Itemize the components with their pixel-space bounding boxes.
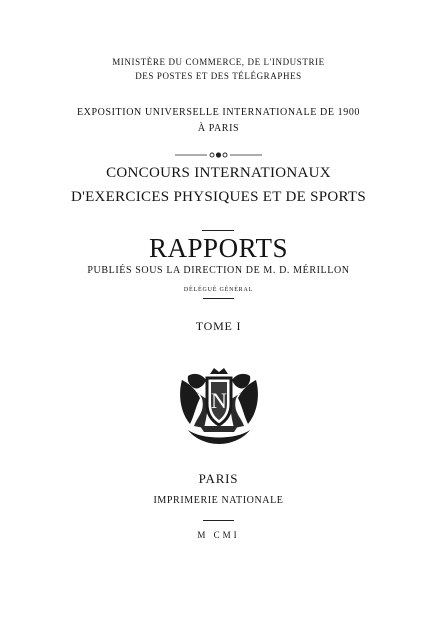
ministry-line-2: DES POSTES ET DES TÉLÉGRAPHES [135,71,302,81]
direction-line: PUBLIÉS SOUS LA DIRECTION DE M. D. MÉRILLON [87,265,350,276]
role-line: DÉLÉGUÉ GÉNÉRAL [183,287,254,293]
imprint-printer: IMPRIMERIE NATIONALE [153,495,284,506]
exposition-line-1: EXPOSITION UNIVERSELLE INTERNATIONALE DE 1900 [76,107,361,118]
divider-rule [203,520,234,521]
title-line-2: D'EXERCICES PHYSIQUES ET DE SPORTS [70,189,367,205]
main-title: RAPPORTS [149,233,288,263]
imprint-city: PARIS [198,471,239,486]
volume-label: TOME I [195,319,242,333]
divider-rule [203,298,234,299]
divider-rule [202,230,234,231]
ministry-line-1: MINISTÈRE DU COMMERCE, DE L'INDUSTRIE [112,57,325,67]
exposition-line-2: À PARIS [197,123,240,134]
imperial-emblem [174,358,264,448]
emblem-monogram: N [211,388,227,413]
fleuron-rule [175,150,262,160]
imprint-year: M CMI [197,530,240,540]
title-line-1: CONCOURS INTERNATIONAUX [106,165,331,181]
